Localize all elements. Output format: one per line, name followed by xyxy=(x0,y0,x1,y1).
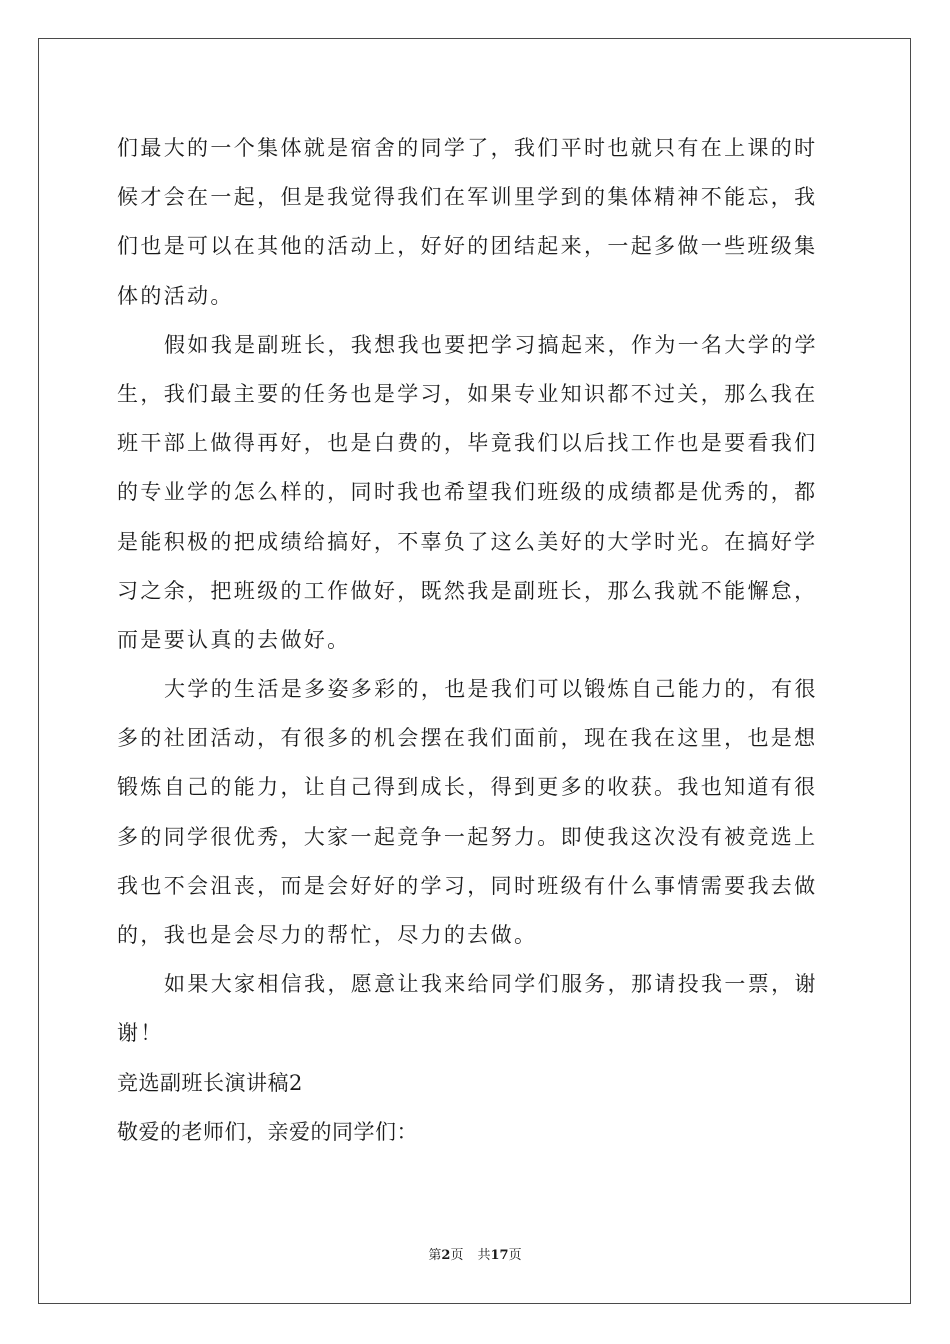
text-line: 如果大家相信我，愿意让我来给同学们服务，那请投我一票，谢 xyxy=(164,972,818,997)
page-prefix: 第 xyxy=(428,1248,442,1263)
text-line: 班干部上做得再好，也是白费的，毕竟我们以后找工作也是要看我们 xyxy=(117,431,818,456)
page-footer xyxy=(0,1247,950,1265)
text-line: 体的活动。 xyxy=(117,283,234,308)
text-line: 生，我们最主要的任务也是学习，如果专业知识都不过关，那么我在 xyxy=(117,381,818,406)
text-line: 们也是可以在其他的活动上，好好的团结起来，一起多做一些班级集 xyxy=(117,234,818,259)
text-line: 大学的生活是多姿多彩的，也是我们可以锻炼自己能力的，有很 xyxy=(164,677,818,702)
text-line: 多的同学很优秀，大家一起竞争一起努力。即使我这次没有被竞选上 xyxy=(117,824,818,849)
document-body xyxy=(117,124,837,1157)
text-line: 们最大的一个集体就是宿舍的同学了，我们平时也就只有在上课的时 xyxy=(117,136,818,160)
text-line: 候才会在一起，但是我觉得我们在军训里学到的集体精神不能忘，我 xyxy=(117,185,818,210)
total-suffix: 页 xyxy=(508,1248,522,1263)
text-line: 多的社团活动，有很多的机会摆在我们面前，现在我在这里，也是想 xyxy=(117,726,818,751)
text-line: 我也不会沮丧，而是会好好的学习，同时班级有什么事情需要我去做 xyxy=(117,873,818,898)
page-suffix: 页 xyxy=(450,1248,464,1263)
salutation: 敬爱的老师们，亲爱的同学们： xyxy=(117,1119,418,1144)
text-line: 锻炼自己的能力，让自己得到成长，得到更多的收获。我也知道有很 xyxy=(117,775,818,800)
text-line: 谢！ xyxy=(117,1021,164,1046)
text-line: 的，我也是会尽力的帮忙，尽力的去做。 xyxy=(117,923,538,947)
text-line: 是能积极的把成绩给搞好，不辜负了这么美好的大学时光。在搞好学 xyxy=(117,529,818,554)
text-line: 习之余，把班级的工作做好，既然我是副班长，那么我就不能懈怠， xyxy=(117,578,818,603)
total-prefix: 共 xyxy=(477,1248,491,1263)
text-line: 的专业学的怎么样的，同时我也希望我们班级的成绩都是优秀的，都 xyxy=(117,480,818,505)
text-line: 假如我是副班长，我想我也要把学习搞起来，作为一名大学的学 xyxy=(164,332,818,357)
page-number: 2 xyxy=(441,1248,451,1263)
text-line: 而是要认真的去做好。 xyxy=(117,627,351,652)
total-pages: 17 xyxy=(490,1248,509,1263)
section-heading: 竞选副班长演讲稿2 xyxy=(117,1070,303,1095)
